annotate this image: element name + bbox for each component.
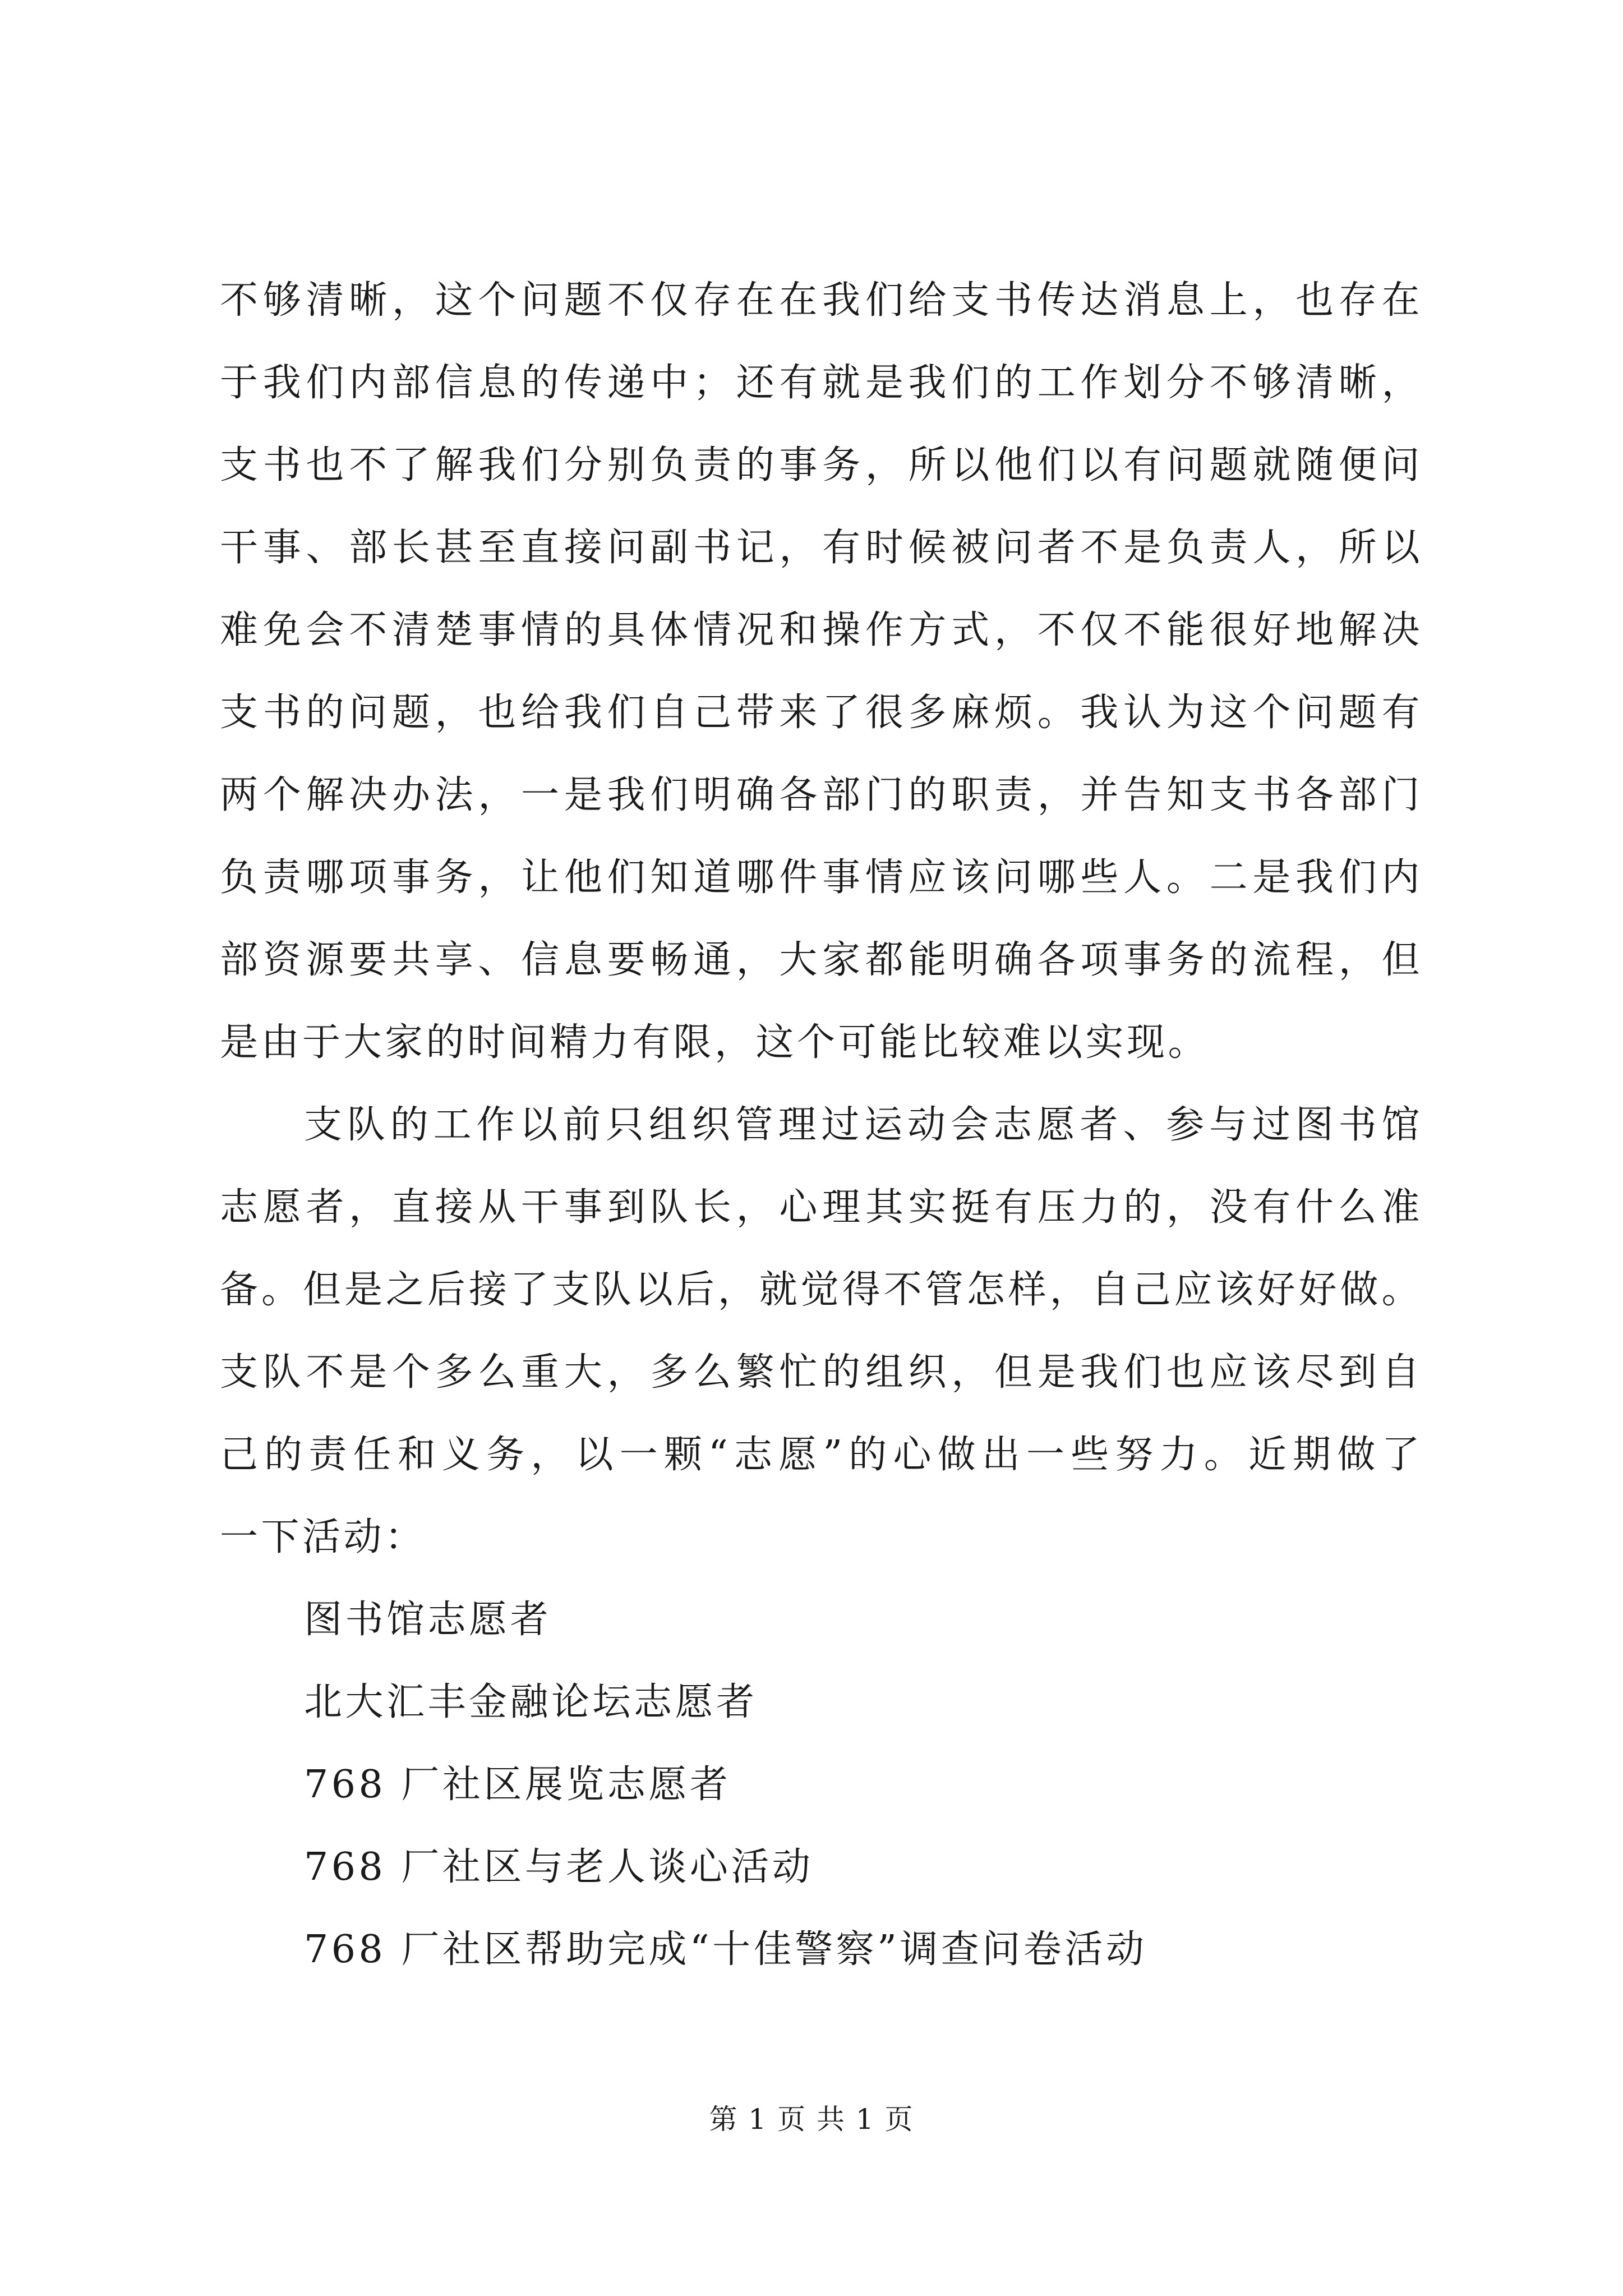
text-line: 支队的工作以前只组织管理过运动会志愿者、参与过图书馆 xyxy=(304,1103,1423,1147)
activity-item: 图书馆志愿者 xyxy=(304,1598,552,1642)
paragraph-problem-analysis xyxy=(220,259,1423,1084)
text-line: 一下活动： xyxy=(220,1515,426,1559)
activity-item: 768 厂社区与老人谈心活动 xyxy=(304,1845,814,1889)
text-line: 是由于大家的时间精力有限，这个可能比较难以实现。 xyxy=(220,1020,1210,1065)
text-line: 部资源要共享、信息要畅通，大家都能明确各项事务的流程，但 xyxy=(220,938,1423,982)
text-line: 负责哪项事务，让他们知道哪件事情应该问哪些人。二是我们内 xyxy=(220,855,1423,900)
text-line: 干事、部长甚至直接问副书记，有时候被问者不是负责人，所以 xyxy=(220,526,1423,570)
text-line: 己的责任和义务，以一颗“志愿”的心做出一些努力。近期做了 xyxy=(220,1433,1423,1477)
activity-item: 北大汇丰金融论坛志愿者 xyxy=(304,1680,758,1724)
text-line: 两个解决办法，一是我们明确各部门的职责，并告知支书各部门 xyxy=(220,773,1423,817)
page-number-footer: 第 1 页 共 1 页 xyxy=(709,2103,914,2136)
text-line: 不够清晰，这个问题不仅存在在我们给支书传达消息上，也存在 xyxy=(220,278,1423,323)
document-body xyxy=(220,259,1423,1991)
text-line: 支书也不了解我们分别负责的事务，所以他们以有问题就随便问 xyxy=(220,443,1423,487)
text-line: 于我们内部信息的传递中；还有就是我们的工作划分不够清晰， xyxy=(220,361,1423,405)
paragraph-team-work xyxy=(220,1084,1423,1579)
text-line: 备。但是之后接了支队以后，就觉得不管怎样，自己应该好好做。 xyxy=(220,1268,1423,1312)
text-line: 支队不是个多么重大，多么繁忙的组织，但是我们也应该尽到自 xyxy=(220,1350,1423,1395)
text-line: 志愿者，直接从干事到队长，心理其实挺有压力的，没有什么准 xyxy=(220,1185,1423,1230)
activity-list xyxy=(220,1579,1423,1991)
activity-item: 768 厂社区展览志愿者 xyxy=(304,1763,731,1807)
text-line: 支书的问题，也给我们自己带来了很多麻烦。我认为这个问题有 xyxy=(220,691,1423,735)
text-line: 难免会不清楚事情的具体情况和操作方式，不仅不能很好地解决 xyxy=(220,608,1423,652)
activity-item: 768 厂社区帮助完成“十佳警察”调查问卷活动 xyxy=(304,1927,1147,1972)
